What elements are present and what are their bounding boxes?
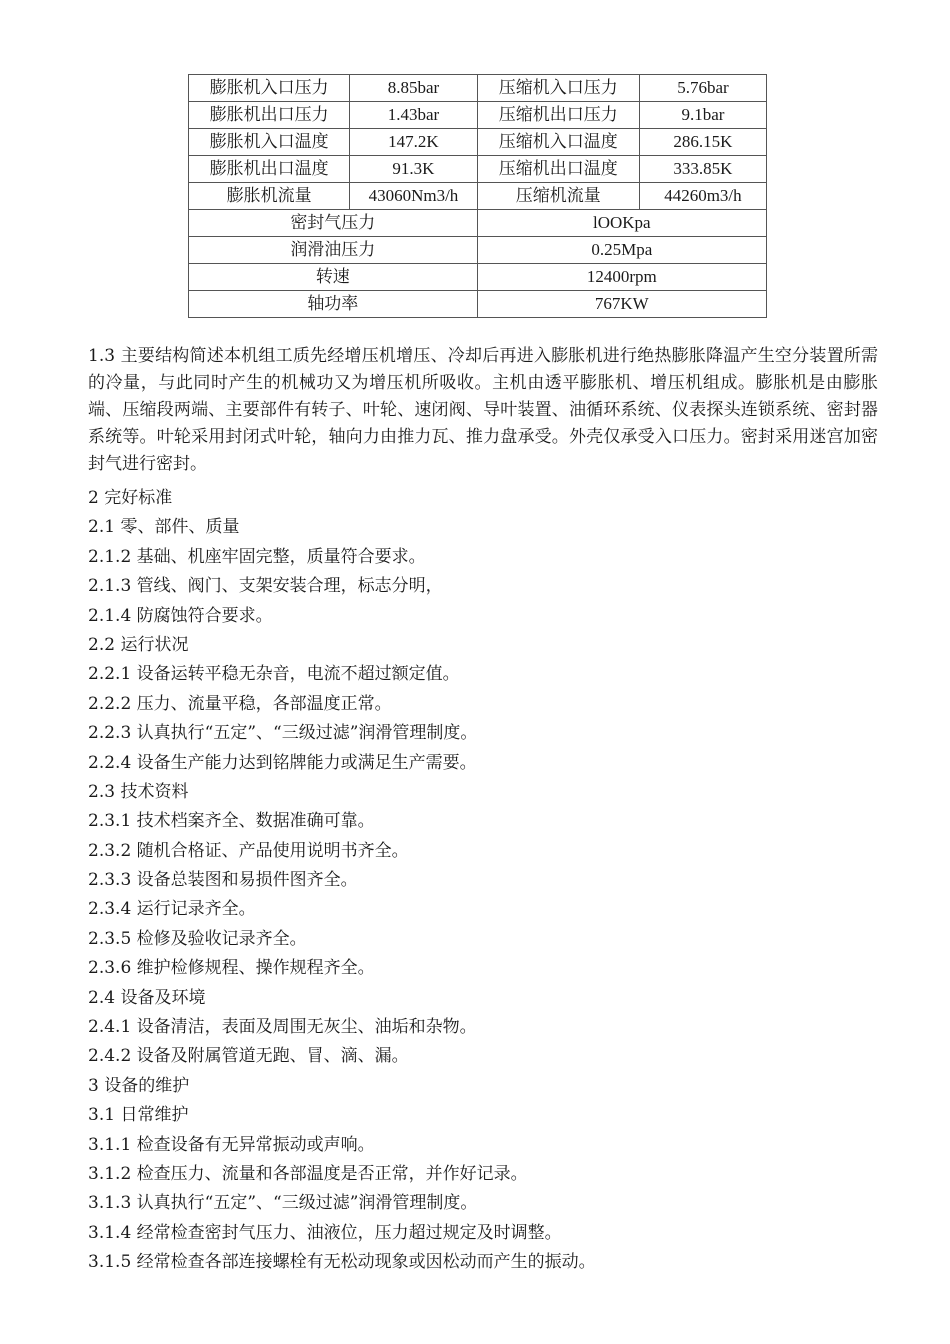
list-item: 2.4.2 设备及附属管道无跑、冒、滴、漏。 <box>88 1046 409 1067</box>
table-cell: 膨胀机流量 <box>189 183 350 210</box>
table-cell: 转速 <box>189 264 478 291</box>
table-cell: 0.25Mpa <box>477 237 766 264</box>
table-cell: 147.2K <box>350 129 477 156</box>
list-item: 2.3.4 运行记录齐全。 <box>88 899 256 920</box>
parameter-table <box>188 74 767 318</box>
list-item: 2.2.4 设备生产能力达到铭牌能力或满足生产需要。 <box>88 752 477 773</box>
list-item: 3.1.3 认真执行“五定”、“三级过滤”润滑管理制度。 <box>88 1193 478 1214</box>
table-row <box>189 210 767 237</box>
table-row <box>189 183 767 210</box>
section-heading: 2 完好标准 <box>88 488 173 508</box>
table-cell: 91.3K <box>350 156 477 183</box>
table-cell: 压缩机入口压力 <box>477 75 639 102</box>
list-item: 3.1 日常维护 <box>88 1105 189 1126</box>
section-heading: 3 设备的维护 <box>88 1075 190 1096</box>
list-item: 3.1.4 经常检查密封气压力、油液位，压力超过规定及时调整。 <box>88 1222 562 1243</box>
list-item: 2.1.3 管线、阀门、支架安装合理，标志分明， <box>88 576 443 597</box>
intro-paragraph: 1.3 主要结构简述本机组工质先经增压机增压、冷却后再进入膨胀机进行绝热膨胀降温产生空分装置所需的冷量，与此同时产生的机械功又为增压机所吸收。主机由透平膨胀机、增压机组成。膨胀机是由膨胀端、压缩段两端、主要部件有转子、叶轮、速闭阀、导叶装置、油循环系统、仪表探头连锁系统、密封器系统等。叶轮采用封闭式叶轮，轴向力由推力瓦、推力盘承受。外壳仅承受入口压力。密封采用迷宫加密封气进行密封。 <box>88 346 878 474</box>
table-cell: 1.43bar <box>350 102 477 129</box>
table-cell: 44260m3/h <box>639 183 766 210</box>
table-row <box>189 156 767 183</box>
table-row <box>189 75 767 102</box>
table-cell: 压缩机入口温度 <box>477 129 639 156</box>
table-cell: 压缩机出口温度 <box>477 156 639 183</box>
table-cell: 密封气压力 <box>189 210 478 237</box>
table-cell: 333.85K <box>639 156 766 183</box>
list-item: 2.3.2 随机合格证、产品使用说明书齐全。 <box>88 840 409 861</box>
table-cell: 膨胀机出口温度 <box>189 156 350 183</box>
table-cell: 5.76bar <box>639 75 766 102</box>
table-cell: 9.1bar <box>639 102 766 129</box>
table-cell: 压缩机出口压力 <box>477 102 639 129</box>
table-cell: 286.15K <box>639 129 766 156</box>
table-cell: 压缩机流量 <box>477 183 639 210</box>
list-item: 2.2.3 认真执行“五定”、“三级过滤”润滑管理制度。 <box>88 723 478 744</box>
table-cell: 轴功率 <box>189 291 478 318</box>
list-item: 3.1.5 经常检查各部连接螺栓有无松动现象或因松动而产生的振动。 <box>88 1252 596 1273</box>
list-item: 2.3.1 技术档案齐全、数据准确可靠。 <box>88 811 375 832</box>
list-item: 2.3.3 设备总装图和易损件图齐全。 <box>88 870 358 891</box>
table-row <box>189 264 767 291</box>
table-cell: 767KW <box>477 291 766 318</box>
list-item: 2.4.1 设备清洁，表面及周围无灰尘、油垢和杂物。 <box>88 1017 477 1038</box>
table-cell: 膨胀机入口压力 <box>189 75 350 102</box>
table-cell: 43060Nm3/h <box>350 183 477 210</box>
list-item: 2.2 运行状况 <box>88 634 189 655</box>
table-cell: 12400rpm <box>477 264 766 291</box>
list-item: 2.3 技术资料 <box>88 781 189 802</box>
list-item: 3.1.1 检查设备有无异常振动或声响。 <box>88 1134 375 1155</box>
table-cell: 膨胀机出口压力 <box>189 102 350 129</box>
list-item: 2.4 设备及环境 <box>88 987 206 1008</box>
list-item: 2.2.1 设备运转平稳无杂音，电流不超过额定值。 <box>88 664 460 685</box>
table-row <box>189 129 767 156</box>
table-cell: lOOKpa <box>477 210 766 237</box>
list-item: 3.1.2 检查压力、流量和各部温度是否正常，并作好记录。 <box>88 1163 528 1184</box>
document-body <box>88 343 878 1278</box>
table-cell: 8.85bar <box>350 75 477 102</box>
table-row <box>189 291 767 318</box>
list-item: 2.1 零、部件、质量 <box>88 517 240 538</box>
table-row <box>189 237 767 264</box>
list-item: 2.1.2 基础、机座牢固完整，质量符合要求。 <box>88 546 426 567</box>
list-item: 2.1.4 防腐蚀符合要求。 <box>88 605 273 626</box>
table-cell: 膨胀机入口温度 <box>189 129 350 156</box>
list-item: 2.3.6 维护检修规程、操作规程齐全。 <box>88 958 375 979</box>
list-item: 2.2.2 压力、流量平稳，各部温度正常。 <box>88 693 392 714</box>
list-item: 2.3.5 检修及验收记录齐全。 <box>88 928 307 949</box>
table-row <box>189 102 767 129</box>
table-cell: 润滑油压力 <box>189 237 478 264</box>
